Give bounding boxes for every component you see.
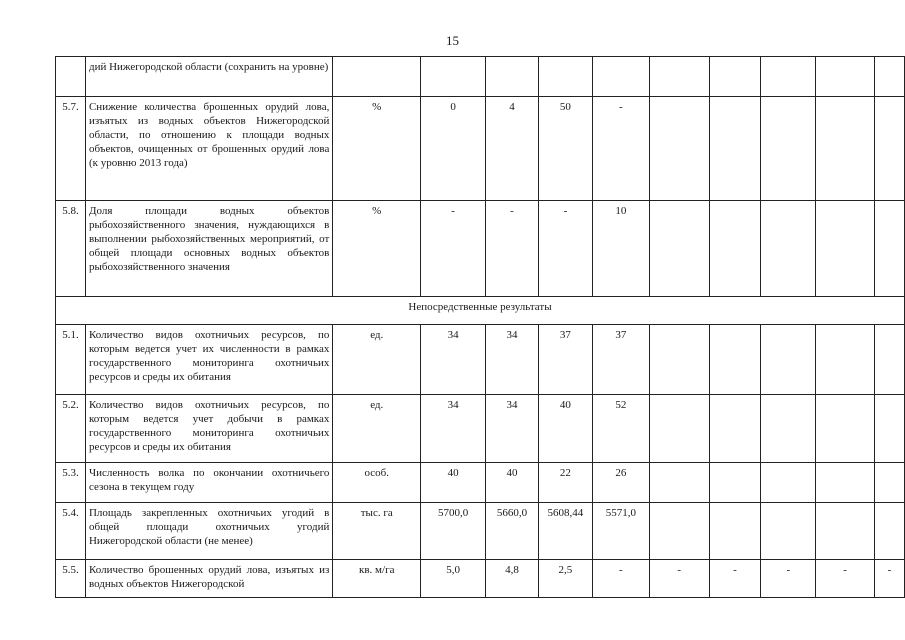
value-cell	[875, 57, 905, 97]
value-cell: 37	[538, 325, 592, 395]
value-cell: 50	[538, 97, 592, 201]
unit-cell: %	[333, 97, 421, 201]
value-cell	[875, 201, 905, 297]
value-cell	[649, 97, 709, 201]
value-cell	[592, 57, 649, 97]
value-cell	[709, 463, 761, 503]
table-row	[56, 395, 905, 463]
table-row	[56, 97, 905, 201]
indicator-description: Площадь закрепленных охотничьих угодий в общей площади охотничьих угодий Нижегородской области (не менее)	[85, 503, 332, 560]
value-cell: -	[761, 560, 816, 598]
value-cell: 34	[486, 395, 539, 463]
value-cell: 5,0	[421, 560, 486, 598]
value-cell	[421, 57, 486, 97]
table-row	[56, 503, 905, 560]
table-section	[56, 297, 905, 325]
unit-cell: кв. м/га	[333, 560, 421, 598]
page-number: 15	[446, 33, 459, 48]
value-cell	[649, 463, 709, 503]
table-row	[56, 560, 905, 598]
indicator-description: Количество видов охотничьих ресурсов, по которым ведется учет их численности в рамках государственного мониторинга охотничьих ресурсов и среды их обитания	[85, 325, 332, 395]
row-number: 5.8.	[56, 201, 86, 297]
value-cell	[761, 503, 816, 560]
value-cell	[709, 325, 761, 395]
unit-cell: тыс. га	[333, 503, 421, 560]
value-cell	[816, 463, 875, 503]
value-cell: 40	[486, 463, 539, 503]
value-cell	[875, 325, 905, 395]
section-title: Непосредственные результаты	[56, 297, 905, 325]
value-cell: 4	[486, 97, 539, 201]
value-cell	[486, 57, 539, 97]
indicator-description: Количество брошенных орудий лова, изъятых из водных объектов Нижегородской	[85, 560, 332, 598]
value-cell	[709, 97, 761, 201]
table-row	[56, 325, 905, 395]
value-cell: -	[592, 97, 649, 201]
value-cell: -	[875, 560, 905, 598]
unit-cell: ед.	[333, 325, 421, 395]
value-cell	[816, 503, 875, 560]
value-cell	[761, 395, 816, 463]
value-cell: 4,8	[486, 560, 539, 598]
value-cell: -	[649, 560, 709, 598]
value-cell: 37	[592, 325, 649, 395]
value-cell	[761, 463, 816, 503]
value-cell: -	[538, 201, 592, 297]
value-cell	[761, 201, 816, 297]
value-cell: 5660,0	[486, 503, 539, 560]
value-cell	[816, 325, 875, 395]
value-cell	[649, 395, 709, 463]
table-row	[56, 201, 905, 297]
value-cell: -	[816, 560, 875, 598]
value-cell: -	[486, 201, 539, 297]
value-cell: 2,5	[538, 560, 592, 598]
value-cell	[875, 503, 905, 560]
value-cell: -	[592, 560, 649, 598]
value-cell: 5571,0	[592, 503, 649, 560]
value-cell: 40	[421, 463, 486, 503]
unit-cell: особ.	[333, 463, 421, 503]
value-cell: 34	[486, 325, 539, 395]
value-cell: 52	[592, 395, 649, 463]
value-cell	[761, 97, 816, 201]
indicator-description: Снижение количества брошенных орудий лова, изъятых из водных объектов Нижегородской области, по отношению к площади водных объектов, очищенных от брошенных орудий лова (к уровню 2013 года)	[85, 97, 332, 201]
row-number: 5.1.	[56, 325, 86, 395]
indicator-description: дий Нижегородской области (сохранить на уровне)	[85, 57, 332, 97]
table-row	[56, 463, 905, 503]
value-cell	[649, 503, 709, 560]
value-cell: 34	[421, 325, 486, 395]
value-cell	[649, 201, 709, 297]
indicator-description: Численность волка по окончании охотничьего сезона в текущем году	[85, 463, 332, 503]
value-cell: -	[421, 201, 486, 297]
value-cell: 5700,0	[421, 503, 486, 560]
value-cell	[816, 395, 875, 463]
unit-cell: %	[333, 201, 421, 297]
value-cell	[816, 57, 875, 97]
value-cell	[875, 97, 905, 201]
value-cell: -	[709, 560, 761, 598]
value-cell	[875, 395, 905, 463]
value-cell	[816, 97, 875, 201]
value-cell	[538, 57, 592, 97]
row-number: 5.4.	[56, 503, 86, 560]
row-number	[56, 57, 86, 97]
table-body-results	[56, 325, 905, 598]
indicators-table	[55, 56, 905, 598]
unit-cell: ед.	[333, 395, 421, 463]
row-number: 5.2.	[56, 395, 86, 463]
value-cell	[709, 503, 761, 560]
row-number: 5.5.	[56, 560, 86, 598]
value-cell	[709, 57, 761, 97]
indicator-description: Количество видов охотничьих ресурсов, по которым ведется учет добычи в рамках государственного мониторинга охотничьих ресурсов и среды их обитания	[85, 395, 332, 463]
value-cell	[761, 57, 816, 97]
value-cell: 0	[421, 97, 486, 201]
row-number: 5.3.	[56, 463, 86, 503]
table-row	[56, 57, 905, 97]
value-cell	[709, 395, 761, 463]
value-cell: 40	[538, 395, 592, 463]
value-cell	[761, 325, 816, 395]
value-cell	[649, 325, 709, 395]
value-cell: 34	[421, 395, 486, 463]
value-cell	[709, 201, 761, 297]
table-body-targets	[56, 57, 905, 297]
row-number: 5.7.	[56, 97, 86, 201]
value-cell	[816, 201, 875, 297]
value-cell: 10	[592, 201, 649, 297]
value-cell: 22	[538, 463, 592, 503]
value-cell: 26	[592, 463, 649, 503]
unit-cell	[333, 57, 421, 97]
indicator-description: Доля площади водных объектов рыбохозяйственного значения, нуждающихся в выполнении рыбохозяйственных мероприятий, от общей площади основных водных объектов рыбохозяйственного значения	[85, 201, 332, 297]
value-cell	[649, 57, 709, 97]
value-cell	[875, 463, 905, 503]
value-cell: 5608,44	[538, 503, 592, 560]
